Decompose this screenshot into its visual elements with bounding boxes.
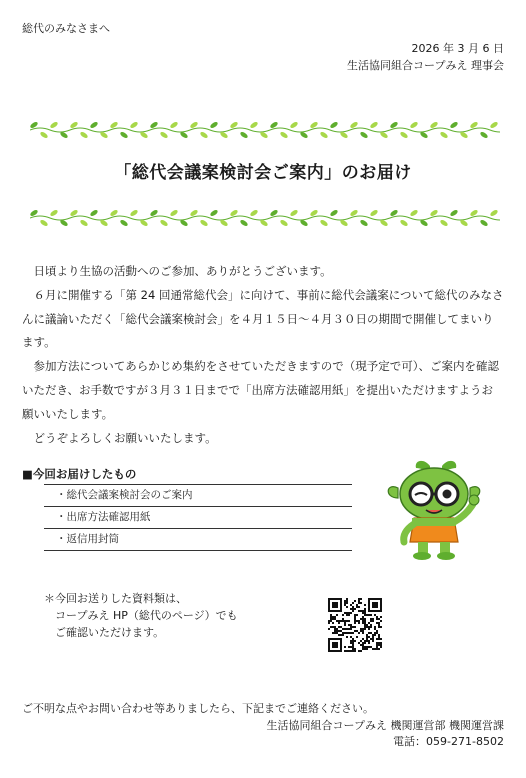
- leaf-icon: [79, 219, 88, 227]
- enclosures-list: [44, 484, 352, 551]
- leaf-icon: [409, 121, 418, 129]
- leaf-icon: [169, 209, 178, 217]
- leaf-icon: [449, 209, 458, 217]
- leaf-vine-top: [30, 118, 500, 142]
- date: 2026 年 3 月 6 日: [411, 42, 504, 55]
- note-line: ＊今回お送りした資料類は、: [44, 592, 187, 605]
- leaf-icon: [239, 219, 248, 227]
- leaf-icon: [249, 209, 258, 217]
- leaf-icon: [359, 219, 368, 227]
- qr-code[interactable]: [328, 598, 382, 652]
- leaf-icon: [439, 131, 448, 139]
- leaf-icon: [359, 131, 368, 139]
- mascot-illustration: [384, 458, 488, 562]
- department-name: 生活協同組合コープみえ 機関運営部 機関運営課: [266, 718, 504, 732]
- leaf-icon: [199, 219, 208, 227]
- leaf-icon: [39, 219, 48, 227]
- leaf-icon: [399, 131, 408, 139]
- page-title: 「総代会議案検討会ご案内」のお届け: [114, 163, 412, 183]
- leaf-icon: [399, 219, 408, 227]
- paragraph: ６月に開催する「第 24 回通常総代会」に向けて、事前に総代会議案について総代のみなさんに議論いただく「総代会議案検討会」を４月１５日～４月３０日の期間で開催してまいります。: [22, 287, 504, 350]
- addressee: 総代のみなさまへ: [22, 22, 110, 35]
- leaf-icon: [489, 209, 498, 217]
- leaf-icon: [279, 131, 288, 139]
- website-note: [44, 590, 238, 641]
- leaf-icon: [289, 209, 298, 217]
- list-item: ・出席方法確認用紙: [44, 506, 352, 528]
- leaf-icon: [249, 121, 258, 129]
- leaf-icon: [329, 209, 338, 217]
- leaf-icon: [129, 209, 138, 217]
- leaf-icon: [279, 219, 288, 227]
- letter-body: [22, 260, 504, 450]
- leaf-icon: [119, 219, 128, 227]
- leaf-vine-bottom: [30, 206, 500, 230]
- leaf-icon: [169, 121, 178, 129]
- inquiry-text: ご不明な点やお問い合わせ等ありましたら、下記までご連絡ください。: [22, 702, 374, 715]
- leaf-icon: [159, 131, 168, 139]
- paragraph: どうぞよろしくお願いいたします。: [33, 430, 217, 445]
- leaf-icon: [449, 121, 458, 129]
- leaf-icon: [49, 209, 58, 217]
- leaf-icon: [89, 209, 98, 217]
- list-item: ・返信用封筒: [44, 528, 352, 551]
- leaf-icon: [49, 121, 58, 129]
- leaf-icon: [369, 121, 378, 129]
- leaf-icon: [489, 121, 498, 129]
- paragraph: 参加方法についてあらかじめ集約をさせていただきますので（現予定で可）、ご案内を確認いただき、お手数ですが３月３１日までで「出席方法確認用紙」を提出いただけますようお願いいたします。: [22, 359, 500, 421]
- leaf-icon: [409, 209, 418, 217]
- leaf-icon: [199, 131, 208, 139]
- leaf-icon: [209, 121, 218, 129]
- leaf-icon: [479, 131, 488, 139]
- leaf-icon: [79, 131, 88, 139]
- leaf-icon: [209, 209, 218, 217]
- leaf-icon: [119, 131, 128, 139]
- leaf-icon: [439, 219, 448, 227]
- leaf-icon: [89, 121, 98, 129]
- leaf-icon: [239, 131, 248, 139]
- footer: [22, 701, 504, 751]
- leaf-icon: [159, 219, 168, 227]
- sender: 生活協同組合コープみえ 理事会: [347, 59, 504, 72]
- note-line: コープみえ HP（総代のページ）でも: [44, 609, 238, 622]
- enclosures-heading: ■今回お届けしたもの: [22, 467, 137, 481]
- leaf-icon: [479, 219, 488, 227]
- leaf-icon: [39, 131, 48, 139]
- note-line: ご確認いただけます。: [44, 626, 165, 639]
- leaf-icon: [319, 131, 328, 139]
- leaf-icon: [129, 121, 138, 129]
- list-item: ・総代会議案検討会のご案内: [44, 484, 352, 506]
- leaf-icon: [319, 219, 328, 227]
- leaf-icon: [289, 121, 298, 129]
- leaf-icon: [329, 121, 338, 129]
- paragraph: 日頃より生協の活動へのご参加、ありがとうございます。: [33, 264, 332, 278]
- leaf-icon: [369, 209, 378, 217]
- phone-number: 電話：059-271-8502: [393, 735, 504, 748]
